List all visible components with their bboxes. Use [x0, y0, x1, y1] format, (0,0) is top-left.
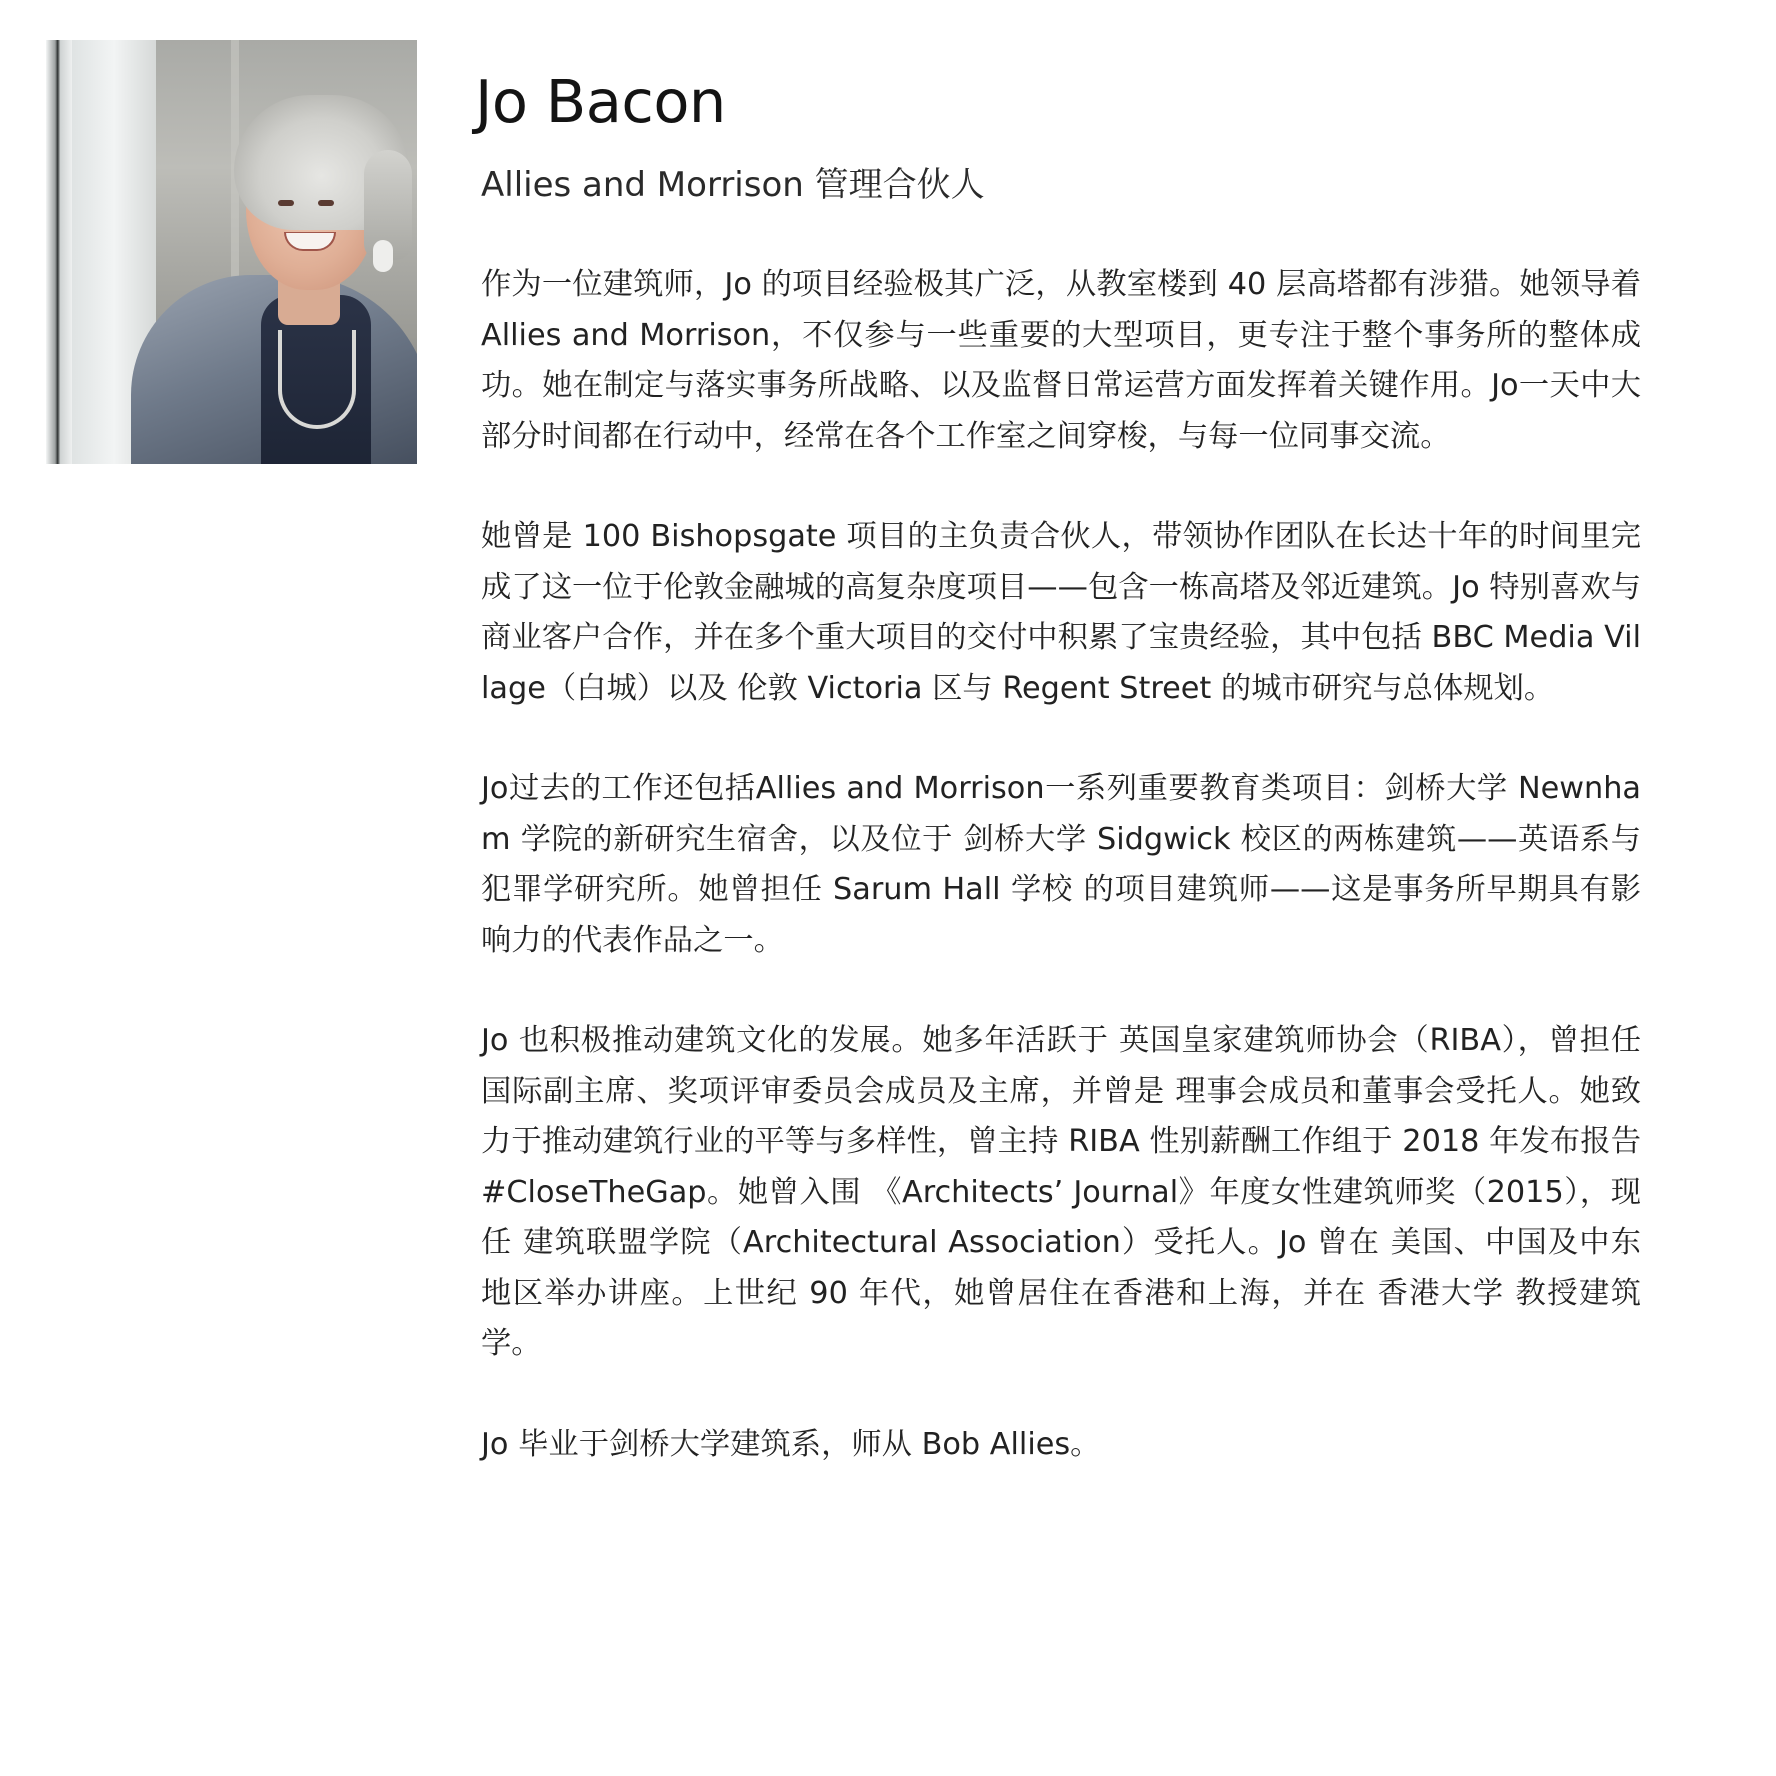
person-role: Allies and Morrison 管理合伙人	[481, 165, 985, 205]
person-name: Jo Bacon	[475, 67, 726, 136]
bio-paragraph-3: Jo过去的工作还包括Allies and Morrison一系列重要教育类项目：剑桥大学 Newnham 学院的新研究生宿舍，以及位于 剑桥大学 Sidgwick 校区的两栋建筑——英语系与犯罪学研究所。她曾担任 Sarum Hall 学校 的项目建筑师——这是事务所早期具有影响力的代表作品之一。	[481, 771, 1641, 958]
portrait-photo	[46, 40, 417, 464]
bio-paragraph-4: Jo 也积极推动建筑文化的发展。她多年活跃于 英国皇家建筑师协会（RIBA），曾担任 国际副主席、奖项评审委员会成员及主席，并曾是 理事会成员和董事会受托人。她致力于推动建筑行业的平等与多样性，曾主持 RIBA 性别薪酬工作组于 2018 年发布报告 #CloseTheGap。她曾入围 《Architects’ Journal》年度女性建筑师奖（2015），现任 建筑联盟学院（Architectural Association）受托人。Jo 曾在 美国、中国及中东 地区举办讲座。上世纪 90 年代，她曾居住在香港和上海，并在 香港大学 教授建筑学。	[481, 1023, 1641, 1361]
necklace	[278, 330, 356, 429]
window-frame	[46, 40, 72, 464]
bio-paragraph-1: 作为一位建筑师，Jo 的项目经验极其广泛，从教室楼到 40 层高塔都有涉猎。她领导着Allies and Morrison，不仅参与一些重要的大型项目，更专注于整个事务所的整体成功。她在制定与落实事务所战略、以及监督日常运营方面发挥着关键作用。Jo一天中大部分时间都在行动中，经常在各个工作室之间穿梭，与每一位同事交流。	[481, 267, 1641, 454]
left-eye	[278, 200, 294, 206]
biography	[481, 260, 1641, 1470]
profile-content	[475, 64, 1641, 1470]
bio-paragraph-5: Jo 毕业于剑桥大学建筑系，师从 Bob Allies。	[481, 1426, 1101, 1462]
bio-paragraph-2: 她曾是 100 Bishopsgate 项目的主负责合伙人，带领协作团队在长达十年的时间里完成了这一位于伦敦金融城的高复杂度项目——包含一栋高塔及邻近建筑。Jo 特别喜欢与商业客户合作，并在多个重大项目的交付中积累了宝贵经验，其中包括 BBC Media Village（白城）以及 伦敦 Victoria 区与 Regent Street 的城市研究与总体规划。	[481, 519, 1641, 706]
right-eye	[318, 200, 334, 206]
earring	[373, 240, 393, 272]
